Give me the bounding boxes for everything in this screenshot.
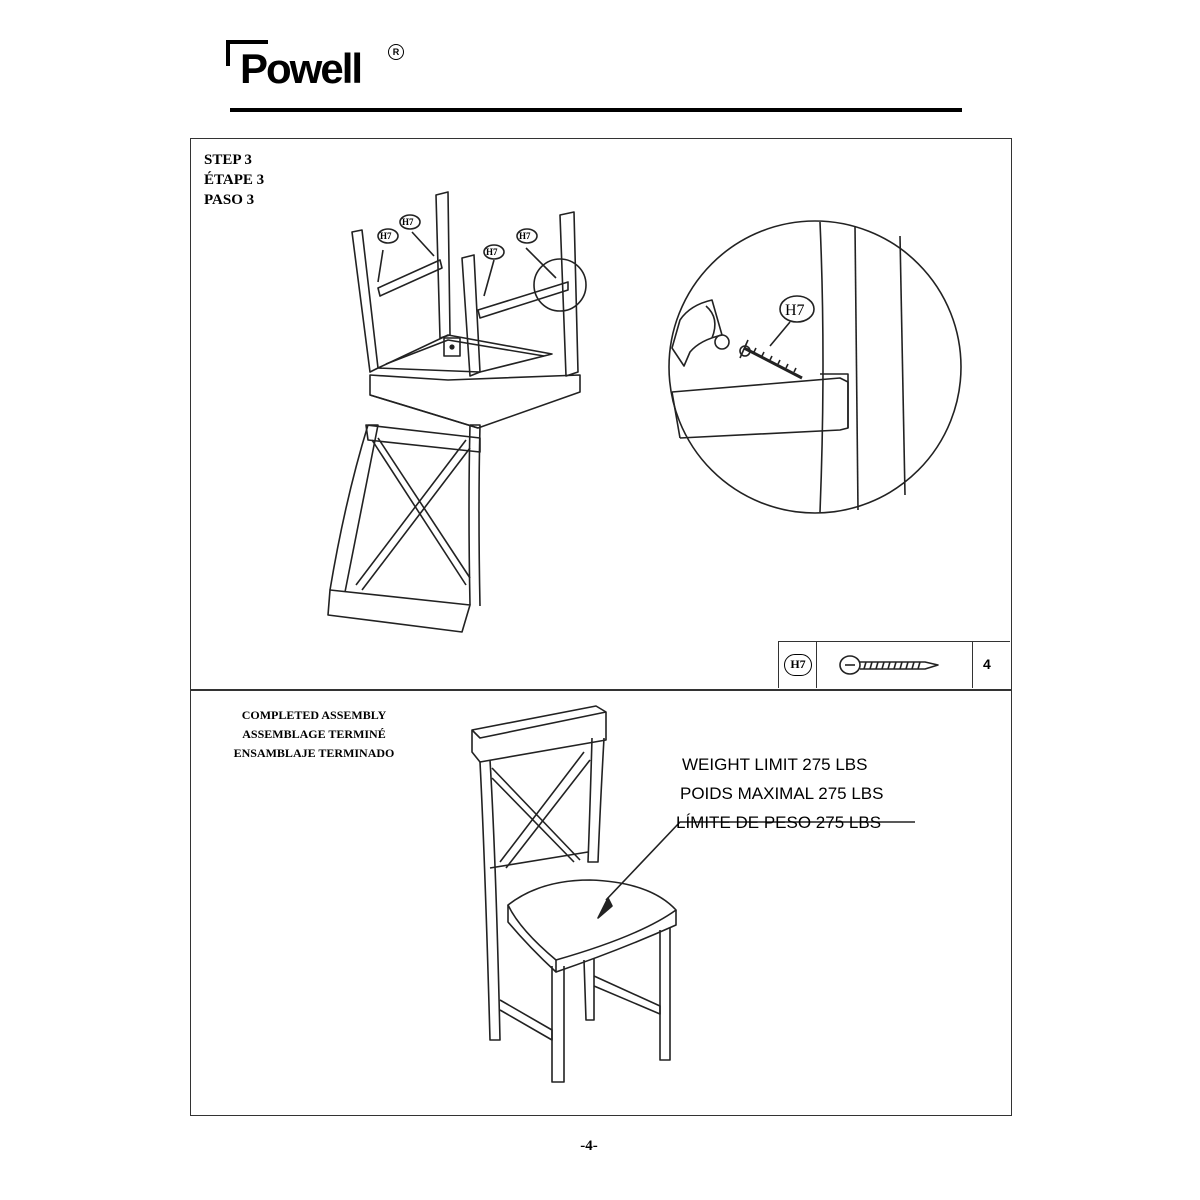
part-code-cell: [779, 642, 817, 688]
completed-title-en: COMPLETED ASSEMBLY: [241, 708, 387, 722]
part-quantity: 4: [983, 656, 991, 672]
completed-assembly-title: [210, 706, 418, 763]
completed-title-es: ENSAMBLAJE TERMINADO: [233, 746, 395, 760]
parts-table: [778, 641, 1010, 688]
callout-label-2: H7: [402, 217, 414, 227]
callout-label-3: H7: [486, 247, 498, 257]
callout-labels: [380, 217, 805, 319]
part-code: H7: [784, 654, 812, 676]
step-title-es: PASO 3: [204, 192, 255, 208]
weight-limit-note: [672, 750, 902, 837]
registered-mark: R: [388, 44, 404, 60]
callout-label-4: H7: [519, 231, 531, 241]
detail-magnifier: [669, 221, 961, 513]
weight-limit-es: LÍMITE DE PESO 275 LBS: [676, 813, 882, 832]
step-title-fr: ÉTAPE 3: [204, 172, 265, 188]
upside-down-chair-illustration: [328, 192, 586, 632]
callout-label-1: H7: [380, 231, 392, 241]
logo-text: Powell: [240, 45, 362, 92]
part-icon-cell: [817, 642, 973, 688]
weight-limit-fr: POIDS MAXIMAL 275 LBS: [680, 784, 884, 803]
detail-part-label: H7: [785, 302, 805, 319]
weight-limit-en: WEIGHT LIMIT 275 LBS: [682, 755, 868, 774]
step-title-en: STEP 3: [204, 152, 252, 168]
page-number: -4-: [580, 1138, 598, 1154]
completed-title-fr: ASSEMBLAGE TERMINÉ: [242, 727, 386, 741]
